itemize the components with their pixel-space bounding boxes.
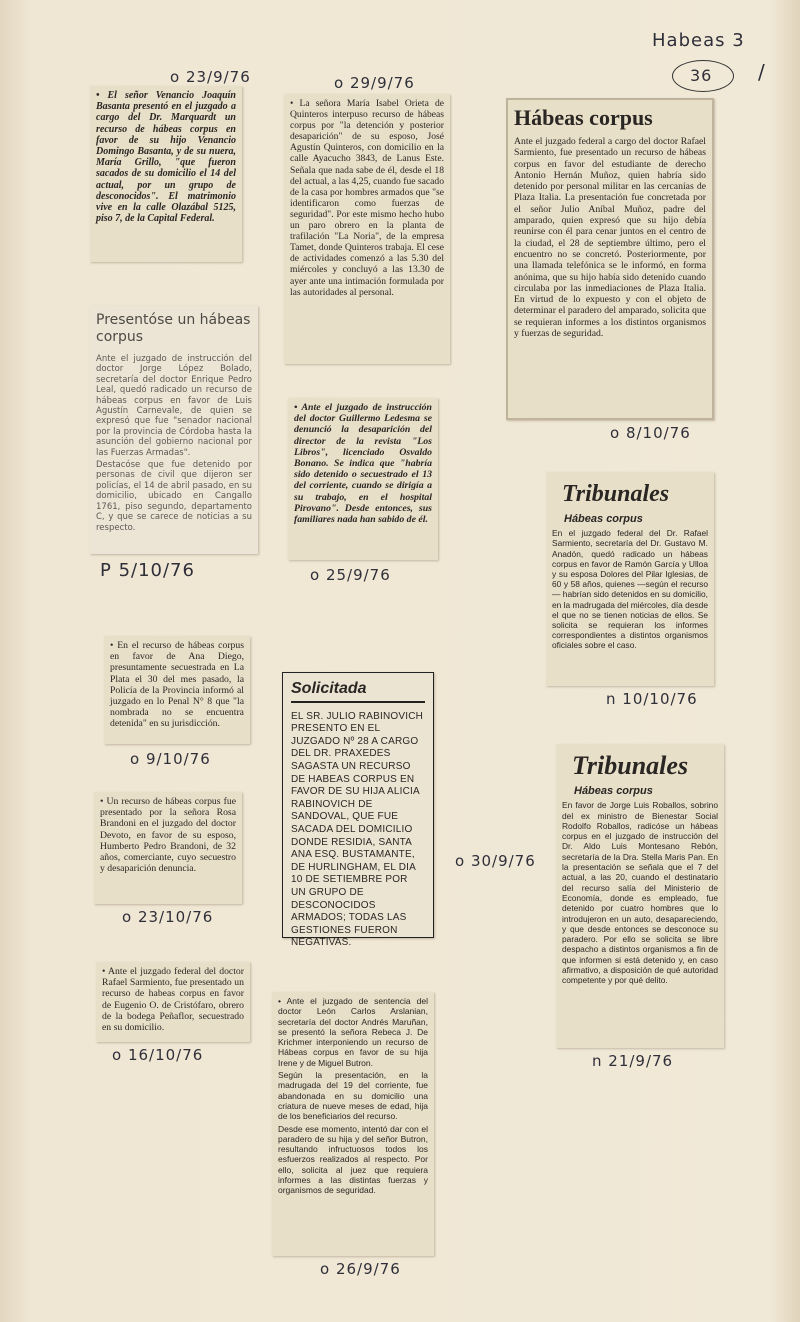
subheadline: Hábeas corpus: [564, 513, 643, 525]
clipping-brandoni: [94, 792, 242, 904]
headline: Tribunales: [562, 481, 670, 507]
clipping-munoz: [506, 98, 714, 420]
clipping-text: • Un recurso de hábeas corpus fue presentado por la señora Rosa Brandoni en el juzgado del doctor Devoto, en favor de su esposo, Humberto Pedro Brandoni, de 32 años, comerciante, cuyo secuestro y desaparición denuncia.: [100, 796, 236, 875]
date-brandoni: o 23/10/76: [122, 908, 214, 926]
date-ulloa: n 10/10/76: [606, 690, 698, 708]
clipping-bonano: [288, 398, 438, 560]
clipping-text: En favor de Jorge Luis Roballos, sobrino del ex ministro de Bienestar Social Rodolfo Roballos, radicóse un hábeas corpus en el juzgado de instrucción del Dr. Aldo Luis Montesano Rebón, secretaría de la Dra. Stella Maris Pan. En la presentación se señala que el 7 del actual, a las 20, cuando el destinatario del recurso salía del Ministerio de Economía, donde es empleado, fue detenido por cuatro hombres que lo introdujeron en un auto, desapareciendo, y que desde entonces se desconoce su paradero. Por ello se solicita se libre despacho a distintos organismos a fin de que informen si está detenido y, en caso afirmativo, a disposición de qué autoridad competente y por qué delito.: [562, 800, 718, 986]
date-cristofaro: o 16/10/76: [112, 1046, 204, 1064]
clipping-text: • En el recurso de hábeas corpus en favor de Ana Diego, presuntamente secuestrada en La Plata el 30 del mes pasado, la Policía de la Provincia informó al juzgado en lo Penal N° 8 que "la nombrada no se encuentra detenida" en su jurisdicción.: [110, 640, 244, 730]
clipping-paragraph: Desde ese momento, intentó dar con el paradero de su hija y del señor Butron, resultando infructuosos todos los esfuerzos realizados al respecto. Por ello, solicita al juez que requiera informes a las distintas fuerzas y organismos de seguridad.: [278, 1123, 428, 1196]
page-number: 36: [690, 66, 713, 85]
handwritten-folder-label: Habeas 3: [652, 30, 745, 51]
clipping-text: Ante el juzgado federal a cargo del doctor Rafael Sarmiento, fue presentado un recurso de hábeas corpus en favor del estudiante de derecho Antonio Hernán Muñoz, quien habría sido detenido por personal militar en las cercanías de Plaza Italia. La presentación fue concretada por el señor Julio Aníbal Muñoz, padre del amparado, quien expresó que su hijo debía reunirse con él para cenar juntos en el centro de la ciudad, el 28 de septiembre último, pero el encuentro no se concretó. Posteriormente, por una llamada telefónica se le informó, en forma anónima, que su hijo había sido detenido cuando circulaba por las inmediaciones de Plaza Italia. En virtud de lo expuesto y con el objeto de determinar el paradero del amparado, solicita que se requieran informes a los distintos organismos y fuerzas de seguridad.: [514, 136, 706, 340]
clipping-ulloa: [546, 472, 714, 686]
headline: Hábeas corpus: [514, 105, 653, 130]
date-quinteros: o 29/9/76: [334, 74, 415, 92]
date-rebollo: n 21/9/76: [592, 1052, 674, 1070]
clipping-carnevale: [90, 306, 258, 554]
clipping-rebollo: [556, 744, 724, 1048]
headline: Presentóse un hábeas corpus: [96, 312, 251, 345]
clipping-paragraph: Según la presentación, en la madrugada del 19 del corriente, fue abandonada en su domicilio una criatura de nueve meses de edad, hija de los beneficiarios del recurso.: [278, 1070, 428, 1122]
clipping-paragraph: • Ante el juzgado de sentencia del doctor León Carlos Arslanian, secretaría del doctor Andrés Maruñan, se presentó la señora Rebeca J. De Krichmer interponiendo un recurso de Hábeas corpus en favor de su hija Irene y de Miguel Butron.: [278, 996, 428, 1068]
date-munoz: o 8/10/76: [610, 424, 691, 442]
clipping-text: • Ante el juzgado federal del doctor Rafael Sarmiento, fue presentado un recurso de habeas corpus en favor de Eugenio O. de Cristófaro, obrero de la bodega Peñaflor, secuestrado en su domicilio.: [102, 966, 244, 1034]
clipping-rabinovich: [282, 672, 434, 949]
clipping-text: EL SR. JULIO RABINOVICH PRESENTO EN EL JUZGADO Nº 28 A CARGO DEL DR. PRAXEDES SAGASTA UN RECURSO DE HABEAS CORPUS EN FAVOR DE SU HIJA ALICIA RABINOVICH DE SANDOVAL, QUE FUE SACADA DEL DOMICILIO DONDE RESIDIA, SANTA ANA ESQ. BUSTAMANTE, DE HURLINGHAM, EL DIA 10 DE SETIEMBRE POR UN GRUPO DE DESCONOCIDOS ARMADOS; TODAS LAS GESTIONES FUERON NEGATIVAS.: [291, 710, 424, 949]
date-bonano: o 25/9/76: [310, 566, 391, 584]
clipping-text: En el juzgado federal del Dr. Rafael Sarmiento, secretaría del Dr. Gustavo M. Anadón, quedó radicado un hábeas corpus en favor de Ramón García y Ulloa y su esposa Dolores del Pilar Iglesias, de 60 y 58 años, quienes —según el recurso— habrían sido detenidos en su domicilio, en la madrugada del miércoles, día desde el que no se tienen noticias de ellos. Se solicita se requieran los informes correspondientes a distintos organismos oficiales sobre el caso.: [552, 528, 708, 651]
clipping-text: • Ante el juzgado de instrucción del doctor Guillermo Ledesma se denunció la desaparición del director de la revista "Los Libros", licenciado Osvaldo Bonano. Se indica que "habría sido detenido o secuestrado el 13 del corriente, cuando se dirigía a su trabajo, en el hospital Pirovano". Desde entonces, sus familiares nada han sabido de él.: [294, 402, 432, 526]
clipping-diego: [104, 636, 250, 744]
date-basanta: o 23/9/76: [170, 68, 251, 86]
date-carnevale: P 5/10/76: [100, 560, 195, 581]
clipping-cristofaro: [96, 962, 250, 1042]
clipping-basanta: [90, 86, 242, 262]
clipping-paragraph: Destacóse que fue detenido por personas de civil que dijeron ser policías, el 14 de abril pasado, en su domicilio, ubicado en Cangallo 1761, piso segundo, departamento C, y que se carece de noticias a su respecto.: [96, 460, 252, 533]
headline: Tribunales: [572, 751, 689, 780]
clipping-text: • La señora María Isabel Orieta de Quinteros interpuso recurso de hábeas corpus por "la detención y posterior desaparición" de su esposo, José Agustín Quinteros, con domicilio en la calle Ayacucho 3843, de Lanus Este. Señala que nada sabe de él, desde el 18 del actual, a las 4,25, cuando fue sacado de la casa por hombres armados que "se identificaron como fuerzas de seguridad". Por este mismo hecho hubo un paro obrero en la planta de trafilación "La Noria", de la empresa Tamet, donde Quinteros trabaja. El cese de actividades comenzó a las 5.30 del miércoles y concluyó a las 13.30 de ayer ante una intimación formulada por las autoridades al personal.: [290, 98, 444, 298]
date-rabinovich: o 30/9/76: [455, 852, 536, 870]
pen-mark: /: [758, 60, 766, 84]
headline: Solicitada: [291, 679, 425, 703]
clipping-text: • El señor Venancio Joaquín Basanta presentó en el juzgado a cargo del Dr. Marquardt un recurso de hábeas corpus en favor de su hijo Venancio Domingo Basanta, y de su nuera, María Grillo, "que fueron sacados de su domicilio el 14 del actual, por un grupo de desconocidos". El matrimonio vive en la calle Olazábal 5125, piso 7, de la Capital Federal.: [96, 90, 236, 225]
date-butron: o 26/9/76: [320, 1260, 401, 1278]
subheadline: Hábeas corpus: [574, 785, 653, 797]
date-diego: o 9/10/76: [130, 750, 211, 768]
clipping-butron: [272, 992, 434, 1256]
clipping-quinteros: [284, 94, 450, 364]
clipping-paragraph: Ante el juzgado de instrucción del doctor Jorge López Bolado, secretaría del doctor Enrique Pedro Leal, quedó radicado un recurso de hábeas corpus en favor de Luis Agustín Carnevale, de quien se expresó que fue "senador nacional por la provincia de Córdoba hasta la asunción del gobierno nacional por las Fuerzas Armadas".: [96, 354, 252, 458]
